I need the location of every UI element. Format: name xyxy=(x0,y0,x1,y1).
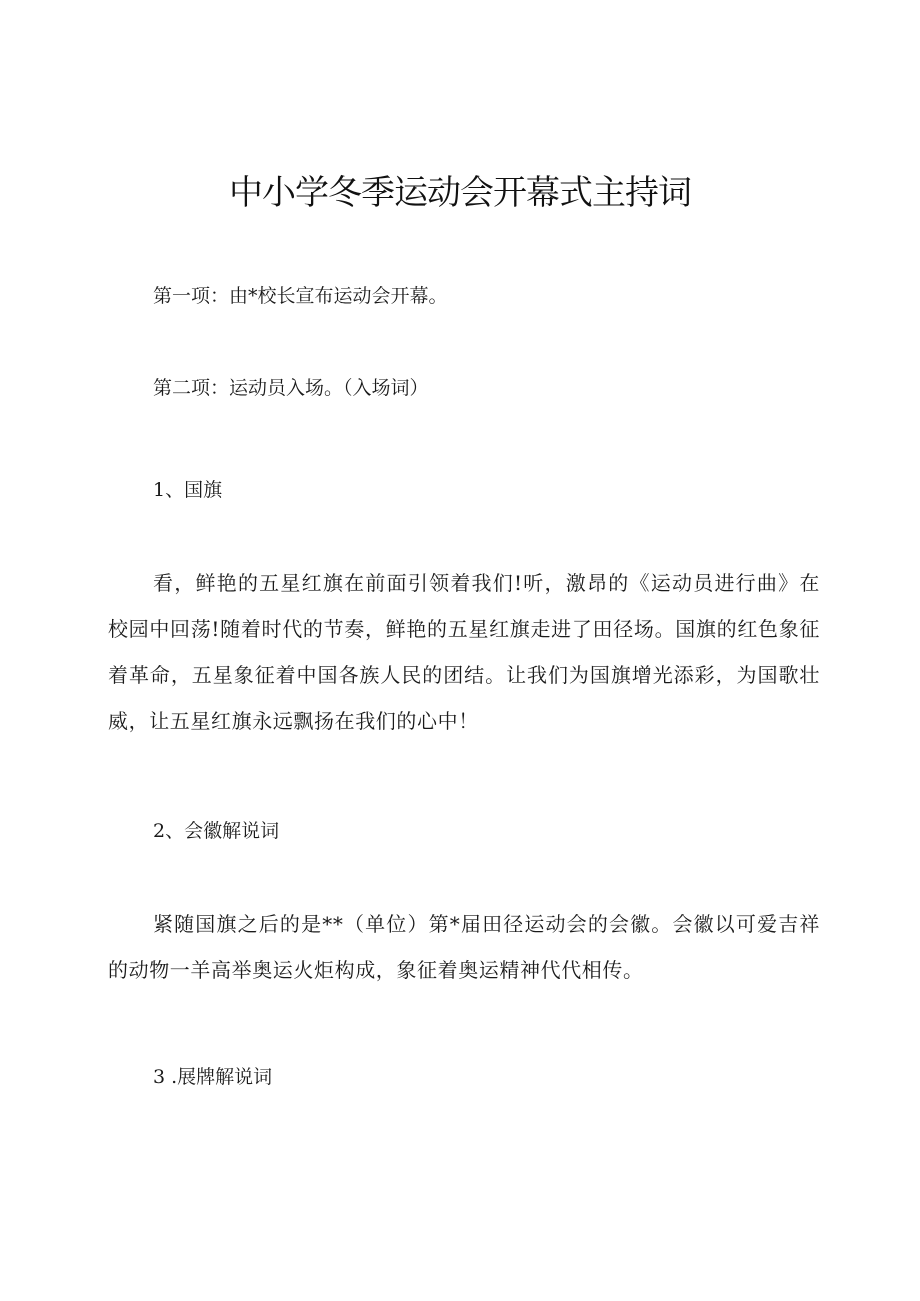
section-heading-emblem: 2、会徽解说词 xyxy=(153,820,280,842)
section-paragraph-flag: 看，鲜艳的五星红旗在前面引领着我们!听，激昂的《运动员进行曲》在校园中回荡!随着时代的节奏，鲜艳的五星红旗走进了田径场。国旗的红色象征着革命，五星象征着中国各族人民的团结。让我们为国旗增光添彩，为国歌壮威，让五星红旗永远飘扬在我们的心中！ xyxy=(108,571,820,733)
agenda-item-2: 第二项：运动员入场。（入场词） xyxy=(153,377,429,399)
document-title: 中小学冬季运动会开幕式主持词 xyxy=(229,173,691,213)
agenda-item-1: 第一项：由*校长宣布运动会开幕。 xyxy=(153,285,448,307)
section-heading-display-board: 3 .展牌解说词 xyxy=(153,1066,273,1088)
section-paragraph-emblem: 紧随国旗之后的是**（单位）第*届田径运动会的会徽。会徽以可爱吉祥的动物一羊高举奥运火炬构成，象征着奥运精神代代相传。 xyxy=(108,912,820,982)
section-heading-flag: 1、国旗 xyxy=(153,479,223,501)
